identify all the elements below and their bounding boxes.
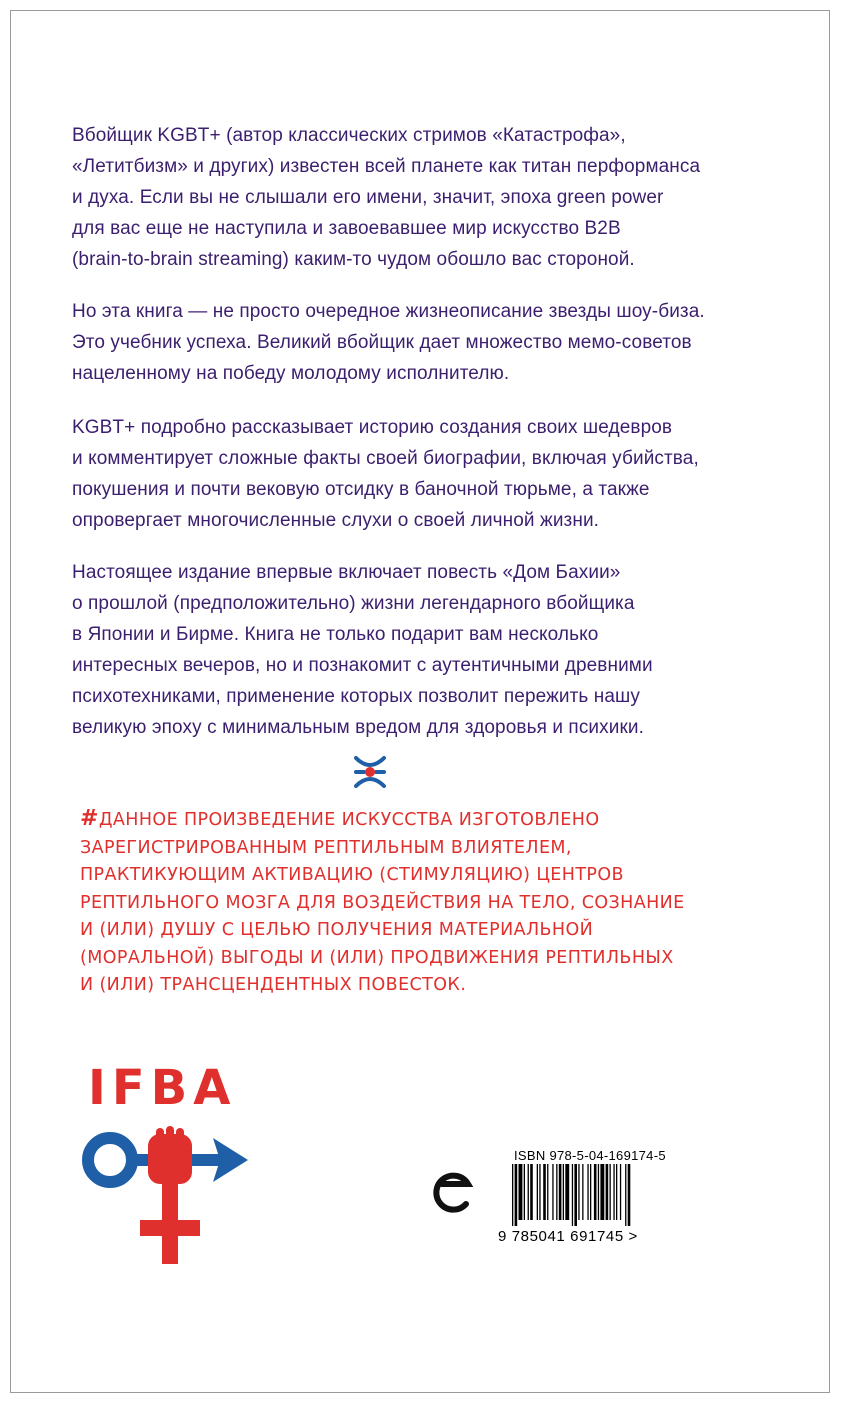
blurb-paragraph-2 xyxy=(72,296,792,389)
text-line: Но эта книга — не просто очередное жизнеописание звезды шоу-биза. xyxy=(72,301,705,322)
disclaimer-line: РЕПТИЛЬНОГО МОЗГА ДЛЯ ВОЗДЕЙСТВИЯ НА ТЕЛО, СОЗНАНИЕ xyxy=(80,892,685,913)
text-line: о прошлой (предположительно) жизни легендарного вбойщика xyxy=(72,593,635,614)
blurb-paragraph-1 xyxy=(72,120,792,275)
barcode-bar xyxy=(572,1164,573,1226)
text-line: и духа. Если вы не слышали его имени, значит, эпоха green power xyxy=(72,187,664,208)
barcode-bar xyxy=(539,1164,540,1220)
disclaimer-line: ЗАРЕГИСТРИРОВАННЫМ РЕПТИЛЬНЫМ ВЛИЯТЕЛЕМ, xyxy=(80,837,572,858)
text-line: покушения и почти вековую отсидку в баночной тюрьме, а также xyxy=(72,479,650,500)
hash-sign: # xyxy=(80,806,99,831)
barcode-bar xyxy=(556,1164,557,1220)
disclaimer-line: (МОРАЛЬНОЙ) ВЫГОДЫ И (ИЛИ) ПРОДВИЖЕНИЯ РЕПТИЛЬНЫХ xyxy=(80,947,674,968)
text-line: нацеленному на победу молодому исполнителю. xyxy=(72,363,510,384)
disclaimer-line: ПРАКТИКУЮЩИМ АКТИВАЦИЮ (СТИМУЛЯЦИЮ) ЦЕНТРОВ xyxy=(80,865,624,885)
disclaimer-text: ДАННОЕ ПРОИЗВЕДЕНИЕ ИСКУССТВА ИЗГОТОВЛЕНО xyxy=(98,810,600,830)
barcode-bar xyxy=(574,1164,577,1226)
barcode-bar xyxy=(530,1164,533,1220)
text-line: KGBT+ подробно рассказывает историю создания своих шедевров xyxy=(72,417,673,438)
text-line: Настоящее издание впервые включает повесть «Дом Бахии» xyxy=(72,562,621,583)
text-line: для вас еще не наступила и завоевавшее мир искусство B2B xyxy=(72,218,621,239)
barcode-bar xyxy=(528,1164,529,1220)
text-line: «Летитбизм» и других) известен всей планете как титан перформанса xyxy=(72,156,701,177)
barcode-bar xyxy=(519,1164,523,1220)
text-line: (brain-to-brain streaming) каким-то чудом обошло вас стороной. xyxy=(72,249,635,270)
barcode-bar xyxy=(610,1164,611,1220)
text-line: Вбойщик KGBT+ (автор классических стримов «Катастрофа», xyxy=(72,125,626,146)
barcode-bar xyxy=(590,1164,591,1220)
barcode-bar xyxy=(524,1164,525,1220)
barcode-bar xyxy=(578,1164,579,1220)
barcode-bar xyxy=(600,1164,604,1220)
barcode-bar xyxy=(559,1164,562,1220)
barcode-bar xyxy=(598,1164,599,1220)
isbn-label: ISBN 978-5-04-169174-5 xyxy=(514,1148,666,1163)
barcode-bar xyxy=(613,1164,614,1220)
text-line: великую эпоху с минимальным вредом для здоровья и психики. xyxy=(72,717,644,738)
reptile-disclaimer xyxy=(80,805,760,1000)
barcode-bar xyxy=(606,1164,609,1220)
barcode-bar xyxy=(628,1164,631,1226)
barcode xyxy=(510,1164,680,1226)
blurb-paragraph-3 xyxy=(72,412,792,536)
text-line: психотехниками, применение которых позволит пережить нашу xyxy=(72,686,640,707)
disclaimer-line: И (ИЛИ) ТРАНСЦЕНДЕНТНЫХ ПОВЕСТОК. xyxy=(80,975,467,995)
ifba-logo-title: IFBA xyxy=(88,1060,237,1116)
barcode-bar xyxy=(625,1164,626,1226)
text-line: и комментирует сложные факты своей биографии, включая убийства, xyxy=(72,448,699,469)
disclaimer-line: И (ИЛИ) ДУШУ С ЦЕЛЬЮ ПОЛУЧЕНИЯ МАТЕРИАЛЬНОЙ xyxy=(80,920,594,940)
barcode-bar xyxy=(543,1164,546,1220)
barcode-digits: 9 785041 691745 > xyxy=(498,1228,638,1245)
ornament-icon xyxy=(350,752,390,792)
publisher-logo-icon xyxy=(430,1160,474,1220)
barcode-bar xyxy=(594,1164,597,1220)
barcode-bar xyxy=(515,1164,518,1226)
barcode-bar xyxy=(512,1164,513,1226)
barcode-bar xyxy=(537,1164,538,1220)
barcode-bar xyxy=(616,1164,617,1220)
text-line: Это учебник успеха. Великий вбойщик дает множество мемо-советов xyxy=(72,332,692,353)
blurb-paragraph-4 xyxy=(72,557,792,743)
disclaimer-line xyxy=(80,805,760,835)
barcode-bar xyxy=(547,1164,548,1220)
text-line: в Японии и Бирме. Книга не только подарит вам несколько xyxy=(72,624,599,645)
barcode-bar xyxy=(582,1164,583,1220)
barcode-bar xyxy=(565,1164,569,1220)
barcode-bar xyxy=(563,1164,564,1220)
text-line: интересных вечеров, но и познакомит с аутентичными древними xyxy=(72,655,653,676)
ifba-emblem-icon xyxy=(78,1120,253,1270)
barcode-bar xyxy=(587,1164,588,1220)
text-line: опровергает многочисленные слухи о своей личной жизни. xyxy=(72,510,600,531)
barcode-bar xyxy=(620,1164,621,1220)
barcode-bar xyxy=(552,1164,553,1220)
